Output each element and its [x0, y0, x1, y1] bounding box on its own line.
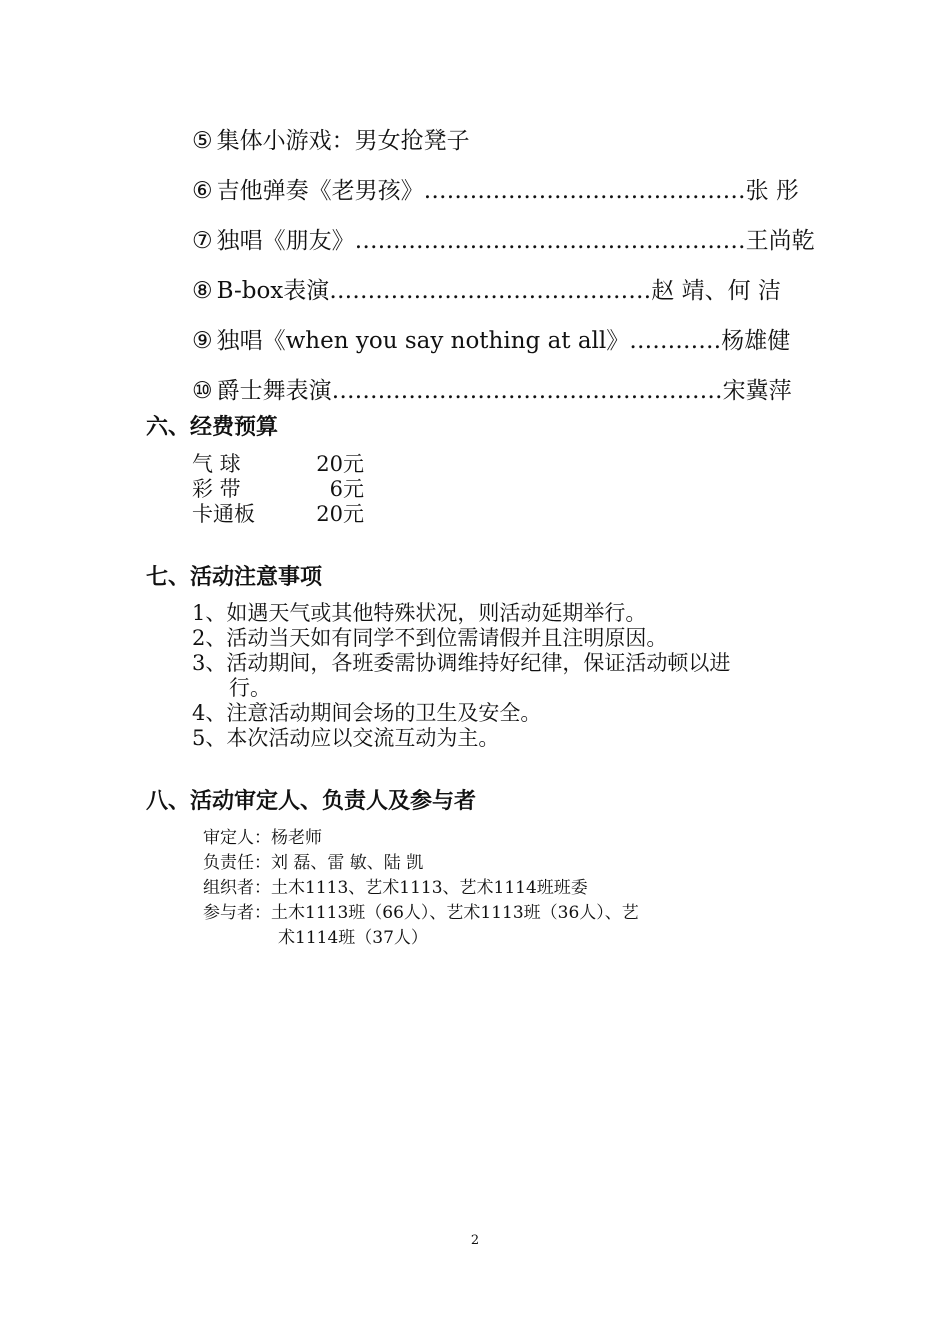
- budget-item-amount: 6元: [329, 477, 364, 501]
- program-number: ⑧: [192, 278, 213, 304]
- program-number: ⑥: [192, 178, 213, 204]
- program-text: 独唱《when you say nothing at all》…………杨雄健: [216, 328, 791, 354]
- note-item: 2、活动当天如有同学不到位需请假并且注明原因。: [192, 626, 668, 650]
- people-line: 负责任：刘 磊、雷 敏、陆 凯: [203, 853, 424, 873]
- budget-item-name: 气 球: [192, 452, 241, 476]
- program-number: ⑤: [192, 128, 213, 154]
- people-line: 组织者：土木1113、艺术1113、艺术1114班班委: [203, 878, 588, 898]
- program-item: [192, 372, 792, 405]
- program-number: ⑩: [192, 378, 213, 404]
- budget-item-amount: 20元: [316, 452, 364, 476]
- notes-heading: 七、活动注意事项: [146, 565, 323, 590]
- people-line: 参与者：土木1113班（66人）、艺术1113班（36人）、艺: [203, 903, 639, 923]
- program-item: [192, 322, 790, 355]
- people-line-continued: 术1114班（37人）: [278, 928, 428, 948]
- program-text: 吉他弹奏《老男孩》……………………………………张 彤: [216, 178, 799, 204]
- note-item: 5、本次活动应以交流互动为主。: [192, 726, 500, 750]
- budget-item-amount: 20元: [316, 502, 364, 526]
- budget-item-name: 彩 带: [192, 477, 241, 501]
- people-line: 审定人：杨老师: [203, 828, 322, 848]
- program-text: 独唱《朋友》……………………………………………王尚乾: [216, 228, 815, 254]
- page-number: 2: [470, 1233, 480, 1248]
- program-item: [192, 272, 781, 305]
- program-text: 爵士舞表演……………………………………………宋冀萍: [216, 378, 792, 404]
- program-item: [192, 222, 815, 255]
- budget-row: [192, 498, 364, 528]
- program-number: ⑦: [192, 228, 213, 254]
- note-item: 1、如遇天气或其他特殊状况，则活动延期举行。: [192, 601, 647, 625]
- program-text: B-box表演……………………………………赵 靖、何 洁: [216, 278, 781, 304]
- note-item: 4、注意活动期间会场的卫生及安全。: [192, 701, 542, 725]
- note-item-continued: 行。: [229, 676, 271, 700]
- note-item: 3、活动期间，各班委需协调维持好纪律，保证活动顿以进: [192, 651, 731, 675]
- budget-heading: 六、经费预算: [146, 415, 279, 440]
- program-number: ⑨: [192, 328, 213, 354]
- program-item: [192, 122, 470, 155]
- people-heading: 八、活动审定人、负责人及参与者: [146, 789, 477, 814]
- program-text: 集体小游戏：男女抢凳子: [216, 128, 470, 154]
- program-item: [192, 172, 799, 205]
- budget-item-name: 卡通板: [192, 502, 255, 526]
